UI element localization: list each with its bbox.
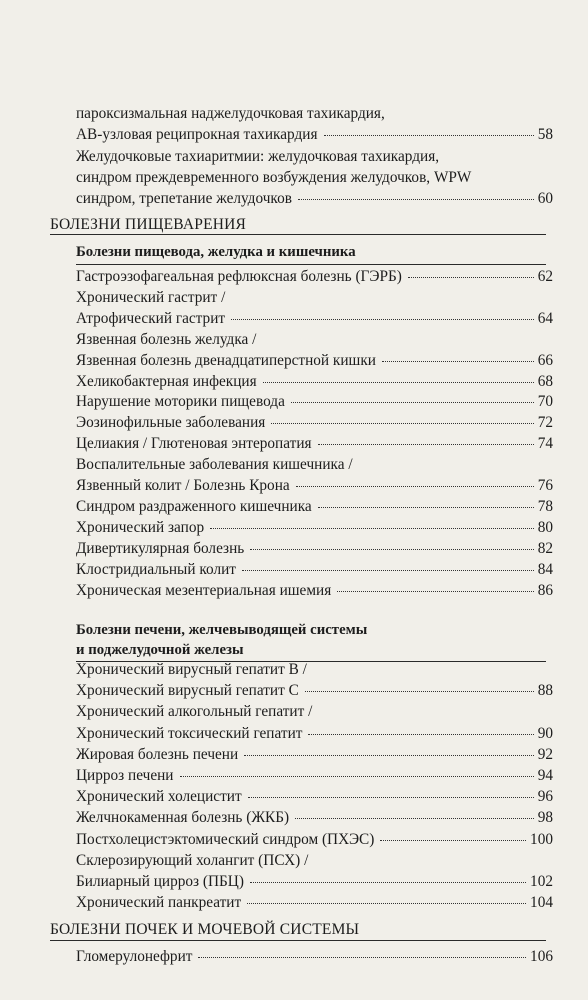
toc-entry xyxy=(76,745,553,765)
section-title-kidney: БОЛЕЗНИ ПОЧЕК И МОЧЕВОЙ СИСТЕМЫ xyxy=(50,921,360,938)
toc-entry-title: Язвенная болезнь желудка / xyxy=(76,330,257,348)
toc-entry-title: Хроническая мезентериальная ишемия xyxy=(76,581,332,599)
toc-entry-page-number: 82 xyxy=(537,539,553,557)
toc-entry-page-number: 88 xyxy=(537,682,553,700)
dot-leader xyxy=(295,818,534,819)
toc-entry-title: Желудочковые тахиаритмии: желудочковая тахикардия, xyxy=(76,147,440,165)
toc-entry-title: Хронический гастрит / xyxy=(76,288,226,306)
toc-entry xyxy=(76,660,307,680)
toc-entry-title: Цирроз печени xyxy=(76,767,174,784)
section-rule-kidney xyxy=(50,940,546,941)
toc-entry-title: Жировая болезнь печени xyxy=(76,745,239,763)
toc-entry-title: Синдром раздраженного кишечника xyxy=(76,497,312,515)
dot-leader xyxy=(210,528,534,529)
toc-entry-page-number: 96 xyxy=(537,788,553,806)
toc-entry xyxy=(76,476,553,496)
toc-entry-page-number: 80 xyxy=(537,518,553,536)
toc-entry xyxy=(76,766,553,786)
toc-entry xyxy=(76,104,385,124)
toc-entry-title: пароксизмальная наджелудочковая тахикардия, xyxy=(76,105,385,122)
dot-leader xyxy=(382,361,534,362)
dot-leader xyxy=(298,199,534,200)
toc-entry xyxy=(76,518,553,538)
toc-entry xyxy=(76,560,553,580)
dot-leader xyxy=(231,319,534,320)
toc-entry xyxy=(76,455,353,475)
toc-entry xyxy=(76,267,553,287)
toc-entry-title: Эозинофильные заболевания xyxy=(76,414,266,432)
toc-entry-page-number: 78 xyxy=(537,497,553,515)
toc-entry-title: Клостридиальный колит xyxy=(76,560,236,578)
toc-entry xyxy=(76,808,553,828)
toc-entry-page-number: 60 xyxy=(537,190,553,208)
dot-leader xyxy=(318,507,534,508)
dot-leader xyxy=(248,797,534,798)
toc-entry xyxy=(76,497,553,517)
toc-entry xyxy=(76,702,312,722)
toc-entry-page-number: 104 xyxy=(530,894,553,912)
toc-entry-title: Хронический запор xyxy=(76,518,205,536)
toc-entry-title: синдром, трепетание желудочков xyxy=(76,190,292,208)
toc-entry xyxy=(76,581,553,601)
toc-entry-title: Целиакия / Глютеновая энтеропатия xyxy=(76,435,312,453)
toc-entry xyxy=(76,851,308,871)
toc-entry-page-number: 94 xyxy=(537,767,553,784)
dot-leader xyxy=(337,591,533,592)
toc-entry-page-number: 92 xyxy=(537,745,553,763)
dot-leader xyxy=(244,755,534,756)
dot-leader xyxy=(250,549,533,550)
dot-leader xyxy=(247,903,526,904)
toc-entry-page-number: 64 xyxy=(537,309,553,327)
toc-entry-page-number: 84 xyxy=(537,560,553,578)
toc-entry-page-number: 68 xyxy=(537,372,553,390)
dot-leader xyxy=(198,957,526,958)
dot-leader xyxy=(408,277,534,278)
toc-entry-page-number: 106 xyxy=(530,948,553,965)
dot-leader xyxy=(308,734,533,735)
toc-entry-title: Билиарный цирроз (ПБЦ) xyxy=(76,873,244,890)
toc-entry xyxy=(76,947,553,967)
toc-entry-page-number: 58 xyxy=(537,126,553,144)
toc-entry-page-number: 62 xyxy=(537,268,553,285)
toc-entry xyxy=(76,830,553,850)
toc-entry-title: Хронический алкогольный гепатит / xyxy=(76,703,313,721)
toc-entry xyxy=(76,168,471,188)
toc-entry-page-number: 86 xyxy=(537,581,553,599)
toc-entry xyxy=(76,125,553,145)
dot-leader xyxy=(324,135,534,136)
toc-entry xyxy=(76,413,553,433)
toc-entry-title: Дивертикулярная болезнь xyxy=(76,539,245,557)
toc-entry-title: Склерозирующий холангит (ПСХ) / xyxy=(76,851,309,869)
toc-entry xyxy=(76,787,553,807)
toc-entry-page-number: 98 xyxy=(537,809,553,827)
toc-entry-title: Желчнокаменная болезнь (ЖКБ) xyxy=(76,809,290,827)
toc-entry xyxy=(76,330,256,350)
toc-entry xyxy=(76,724,553,744)
toc-entry-title: Нарушение моторики пищевода xyxy=(76,393,285,411)
toc-entry-title: Хеликобактерная инфекция xyxy=(76,372,257,390)
dot-leader xyxy=(380,840,526,841)
toc-entry-page-number: 102 xyxy=(530,873,553,890)
toc-entry-page-number: 76 xyxy=(537,477,553,494)
toc-entry-page-number: 90 xyxy=(537,724,553,742)
toc-entry-page-number: 70 xyxy=(537,393,553,411)
toc-entry xyxy=(76,539,553,559)
toc-entry-title: Хронический холецистит xyxy=(76,788,242,806)
toc-entry-title: Хронический вирусный гепатит В / xyxy=(76,661,307,678)
dot-leader xyxy=(271,423,533,424)
section-title-digestive: БОЛЕЗНИ ПИЩЕВАРЕНИЯ xyxy=(50,216,247,233)
toc-entry-title: Гастроэзофагеальная рефлюксная болезнь (ГЭРБ) xyxy=(76,268,402,285)
toc-entry xyxy=(76,189,553,209)
toc-entry-title: Постхолецистэктомический синдром (ПХЭС) xyxy=(76,830,375,848)
toc-entry-title: Хронический панкреатит xyxy=(76,894,242,912)
dot-leader xyxy=(305,691,534,692)
subsection-title-liver-line1: Болезни печени, желчевыводящей системы xyxy=(76,622,368,638)
toc-entry-title: Воспалительные заболевания кишечника / xyxy=(76,456,353,474)
toc-entry xyxy=(76,372,553,392)
toc-entry-title: Гломерулонефрит xyxy=(76,948,193,965)
dot-leader xyxy=(296,486,534,487)
toc-entry-page-number: 74 xyxy=(537,435,553,453)
dot-leader xyxy=(263,382,534,383)
toc-entry xyxy=(76,681,553,701)
toc-entry xyxy=(76,392,553,412)
dot-leader xyxy=(242,570,534,571)
toc-entry-title: Язвенная болезнь двенадцатиперстной кишки xyxy=(76,351,376,369)
toc-entry xyxy=(76,893,553,913)
toc-entry-title: Атрофический гастрит xyxy=(76,309,226,327)
toc-entry-title: Язвенный колит / Болезнь Крона xyxy=(76,477,290,494)
toc-entry xyxy=(76,288,225,308)
toc-entry-title: Хронический токсический гепатит xyxy=(76,724,303,742)
toc-entry-title: синдром преждевременного возбуждения желудочков, WPW xyxy=(76,168,472,186)
toc-entry xyxy=(76,147,439,167)
subsection-title-liver-line2: и поджелудочной железы xyxy=(76,642,244,658)
toc-entry xyxy=(76,434,553,454)
toc-entry-page-number: 66 xyxy=(537,351,553,369)
toc-entry-page-number: 100 xyxy=(530,830,553,848)
dot-leader xyxy=(180,776,534,777)
dot-leader xyxy=(318,444,534,445)
toc-entry xyxy=(76,351,553,371)
toc-entry-page-number: 72 xyxy=(537,414,553,432)
subsection-title-gi-tract: Болезни пищевода, желудка и кишечника xyxy=(76,242,546,265)
toc-entry xyxy=(76,872,553,892)
toc-entry xyxy=(76,309,553,329)
toc-entry-title: АВ-узловая реципрокная тахикардия xyxy=(76,126,318,144)
section-rule-digestive xyxy=(50,234,546,235)
toc-entry-title: Хронический вирусный гепатит С xyxy=(76,682,299,700)
dot-leader xyxy=(250,882,526,883)
dot-leader xyxy=(291,402,534,403)
